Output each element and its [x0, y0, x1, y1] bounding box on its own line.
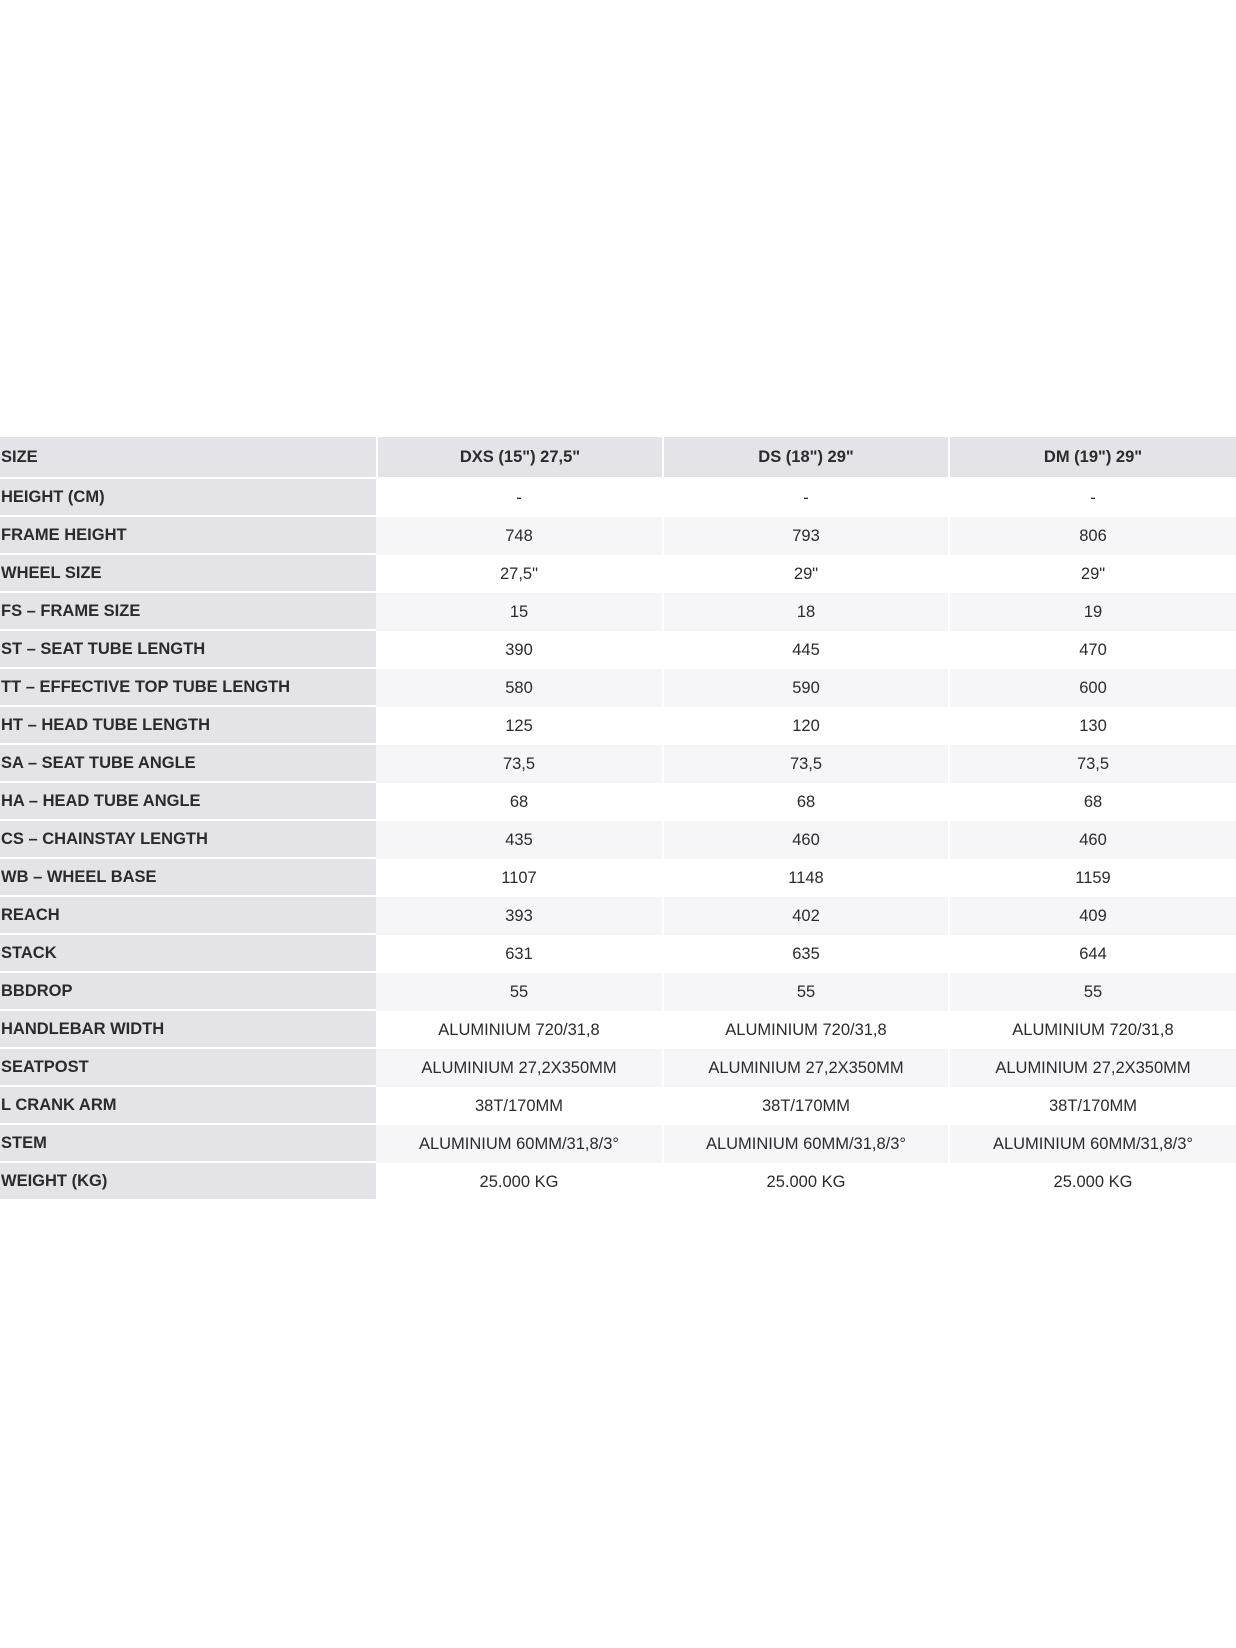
row-label: FS – FRAME SIZE — [0, 593, 376, 631]
geometry-table — [0, 437, 1236, 1201]
row-label: HANDLEBAR WIDTH — [0, 1011, 376, 1049]
cell-dm: 806 — [948, 517, 1236, 555]
row-label: HA – HEAD TUBE ANGLE — [0, 783, 376, 821]
cell-ds: 68 — [662, 783, 948, 821]
cell-dxs: 27,5" — [376, 555, 662, 593]
cell-ds: - — [662, 479, 948, 517]
cell-dxs: 435 — [376, 821, 662, 859]
cell-dm: ALUMINIUM 27,2X350MM — [948, 1049, 1236, 1087]
table-row — [0, 517, 1236, 555]
cell-dm: 409 — [948, 897, 1236, 935]
cell-dm: 25.000 KG — [948, 1163, 1236, 1201]
cell-dm: 19 — [948, 593, 1236, 631]
cell-dxs: ALUMINIUM 60MM/31,8/3° — [376, 1125, 662, 1163]
table-row — [0, 783, 1236, 821]
cell-ds: 445 — [662, 631, 948, 669]
table-row — [0, 1087, 1236, 1125]
row-label: HT – HEAD TUBE LENGTH — [0, 707, 376, 745]
header-row — [0, 437, 1236, 479]
cell-ds: 38T/170MM — [662, 1087, 948, 1125]
cell-dm: 55 — [948, 973, 1236, 1011]
cell-dm: 68 — [948, 783, 1236, 821]
table-row — [0, 593, 1236, 631]
cell-dm: 29" — [948, 555, 1236, 593]
table-row — [0, 973, 1236, 1011]
row-label: CS – CHAINSTAY LENGTH — [0, 821, 376, 859]
cell-dxs: 390 — [376, 631, 662, 669]
row-label: L CRANK ARM — [0, 1087, 376, 1125]
table-row — [0, 1049, 1236, 1087]
table-row — [0, 935, 1236, 973]
cell-ds: 793 — [662, 517, 948, 555]
row-label: STACK — [0, 935, 376, 973]
table-row — [0, 631, 1236, 669]
row-label: FRAME HEIGHT — [0, 517, 376, 555]
cell-dxs: 125 — [376, 707, 662, 745]
cell-dxs: 580 — [376, 669, 662, 707]
cell-dm: 130 — [948, 707, 1236, 745]
cell-dxs: 55 — [376, 973, 662, 1011]
cell-ds: 18 — [662, 593, 948, 631]
table-row — [0, 707, 1236, 745]
table-row — [0, 555, 1236, 593]
cell-dxs: 393 — [376, 897, 662, 935]
cell-dxs: - — [376, 479, 662, 517]
header-size-ds: DS (18") 29" — [662, 437, 948, 479]
geometry-table-body — [0, 479, 1236, 1201]
table-row — [0, 669, 1236, 707]
row-label: TT – EFFECTIVE TOP TUBE LENGTH — [0, 669, 376, 707]
table-row — [0, 897, 1236, 935]
cell-dxs: 68 — [376, 783, 662, 821]
cell-ds: 1148 — [662, 859, 948, 897]
cell-dxs: 38T/170MM — [376, 1087, 662, 1125]
cell-dm: 644 — [948, 935, 1236, 973]
cell-dxs: 748 — [376, 517, 662, 555]
row-label: HEIGHT (CM) — [0, 479, 376, 517]
cell-ds: 635 — [662, 935, 948, 973]
cell-ds: 29" — [662, 555, 948, 593]
cell-dm: 1159 — [948, 859, 1236, 897]
cell-dm: ALUMINIUM 720/31,8 — [948, 1011, 1236, 1049]
header-size-dxs: DXS (15") 27,5" — [376, 437, 662, 479]
cell-dxs: ALUMINIUM 720/31,8 — [376, 1011, 662, 1049]
row-label: WB – WHEEL BASE — [0, 859, 376, 897]
table-row — [0, 1125, 1236, 1163]
cell-ds: 25.000 KG — [662, 1163, 948, 1201]
cell-dxs: 73,5 — [376, 745, 662, 783]
table-row — [0, 1163, 1236, 1201]
geometry-table-header — [0, 437, 1236, 479]
row-label: STEM — [0, 1125, 376, 1163]
header-size-label: SIZE — [0, 437, 376, 479]
cell-dm: 470 — [948, 631, 1236, 669]
cell-ds: 590 — [662, 669, 948, 707]
table-row — [0, 745, 1236, 783]
cell-dm: 38T/170MM — [948, 1087, 1236, 1125]
cell-dm: 73,5 — [948, 745, 1236, 783]
cell-ds: 120 — [662, 707, 948, 745]
cell-dxs: ALUMINIUM 27,2X350MM — [376, 1049, 662, 1087]
cell-ds: ALUMINIUM 60MM/31,8/3° — [662, 1125, 948, 1163]
row-label: WHEEL SIZE — [0, 555, 376, 593]
row-label: REACH — [0, 897, 376, 935]
cell-dm: 600 — [948, 669, 1236, 707]
row-label: WEIGHT (KG) — [0, 1163, 376, 1201]
cell-dm: - — [948, 479, 1236, 517]
cell-ds: 55 — [662, 973, 948, 1011]
table-row — [0, 479, 1236, 517]
cell-ds: ALUMINIUM 720/31,8 — [662, 1011, 948, 1049]
table-row — [0, 859, 1236, 897]
cell-ds: 402 — [662, 897, 948, 935]
row-label: ST – SEAT TUBE LENGTH — [0, 631, 376, 669]
header-size-dm: DM (19") 29" — [948, 437, 1236, 479]
row-label: SEATPOST — [0, 1049, 376, 1087]
table-row — [0, 1011, 1236, 1049]
cell-dm: 460 — [948, 821, 1236, 859]
cell-dxs: 25.000 KG — [376, 1163, 662, 1201]
cell-ds: ALUMINIUM 27,2X350MM — [662, 1049, 948, 1087]
cell-ds: 460 — [662, 821, 948, 859]
cell-ds: 73,5 — [662, 745, 948, 783]
cell-dm: ALUMINIUM 60MM/31,8/3° — [948, 1125, 1236, 1163]
cell-dxs: 15 — [376, 593, 662, 631]
cell-dxs: 631 — [376, 935, 662, 973]
table-row — [0, 821, 1236, 859]
row-label: SA – SEAT TUBE ANGLE — [0, 745, 376, 783]
row-label: BBDROP — [0, 973, 376, 1011]
cell-dxs: 1107 — [376, 859, 662, 897]
